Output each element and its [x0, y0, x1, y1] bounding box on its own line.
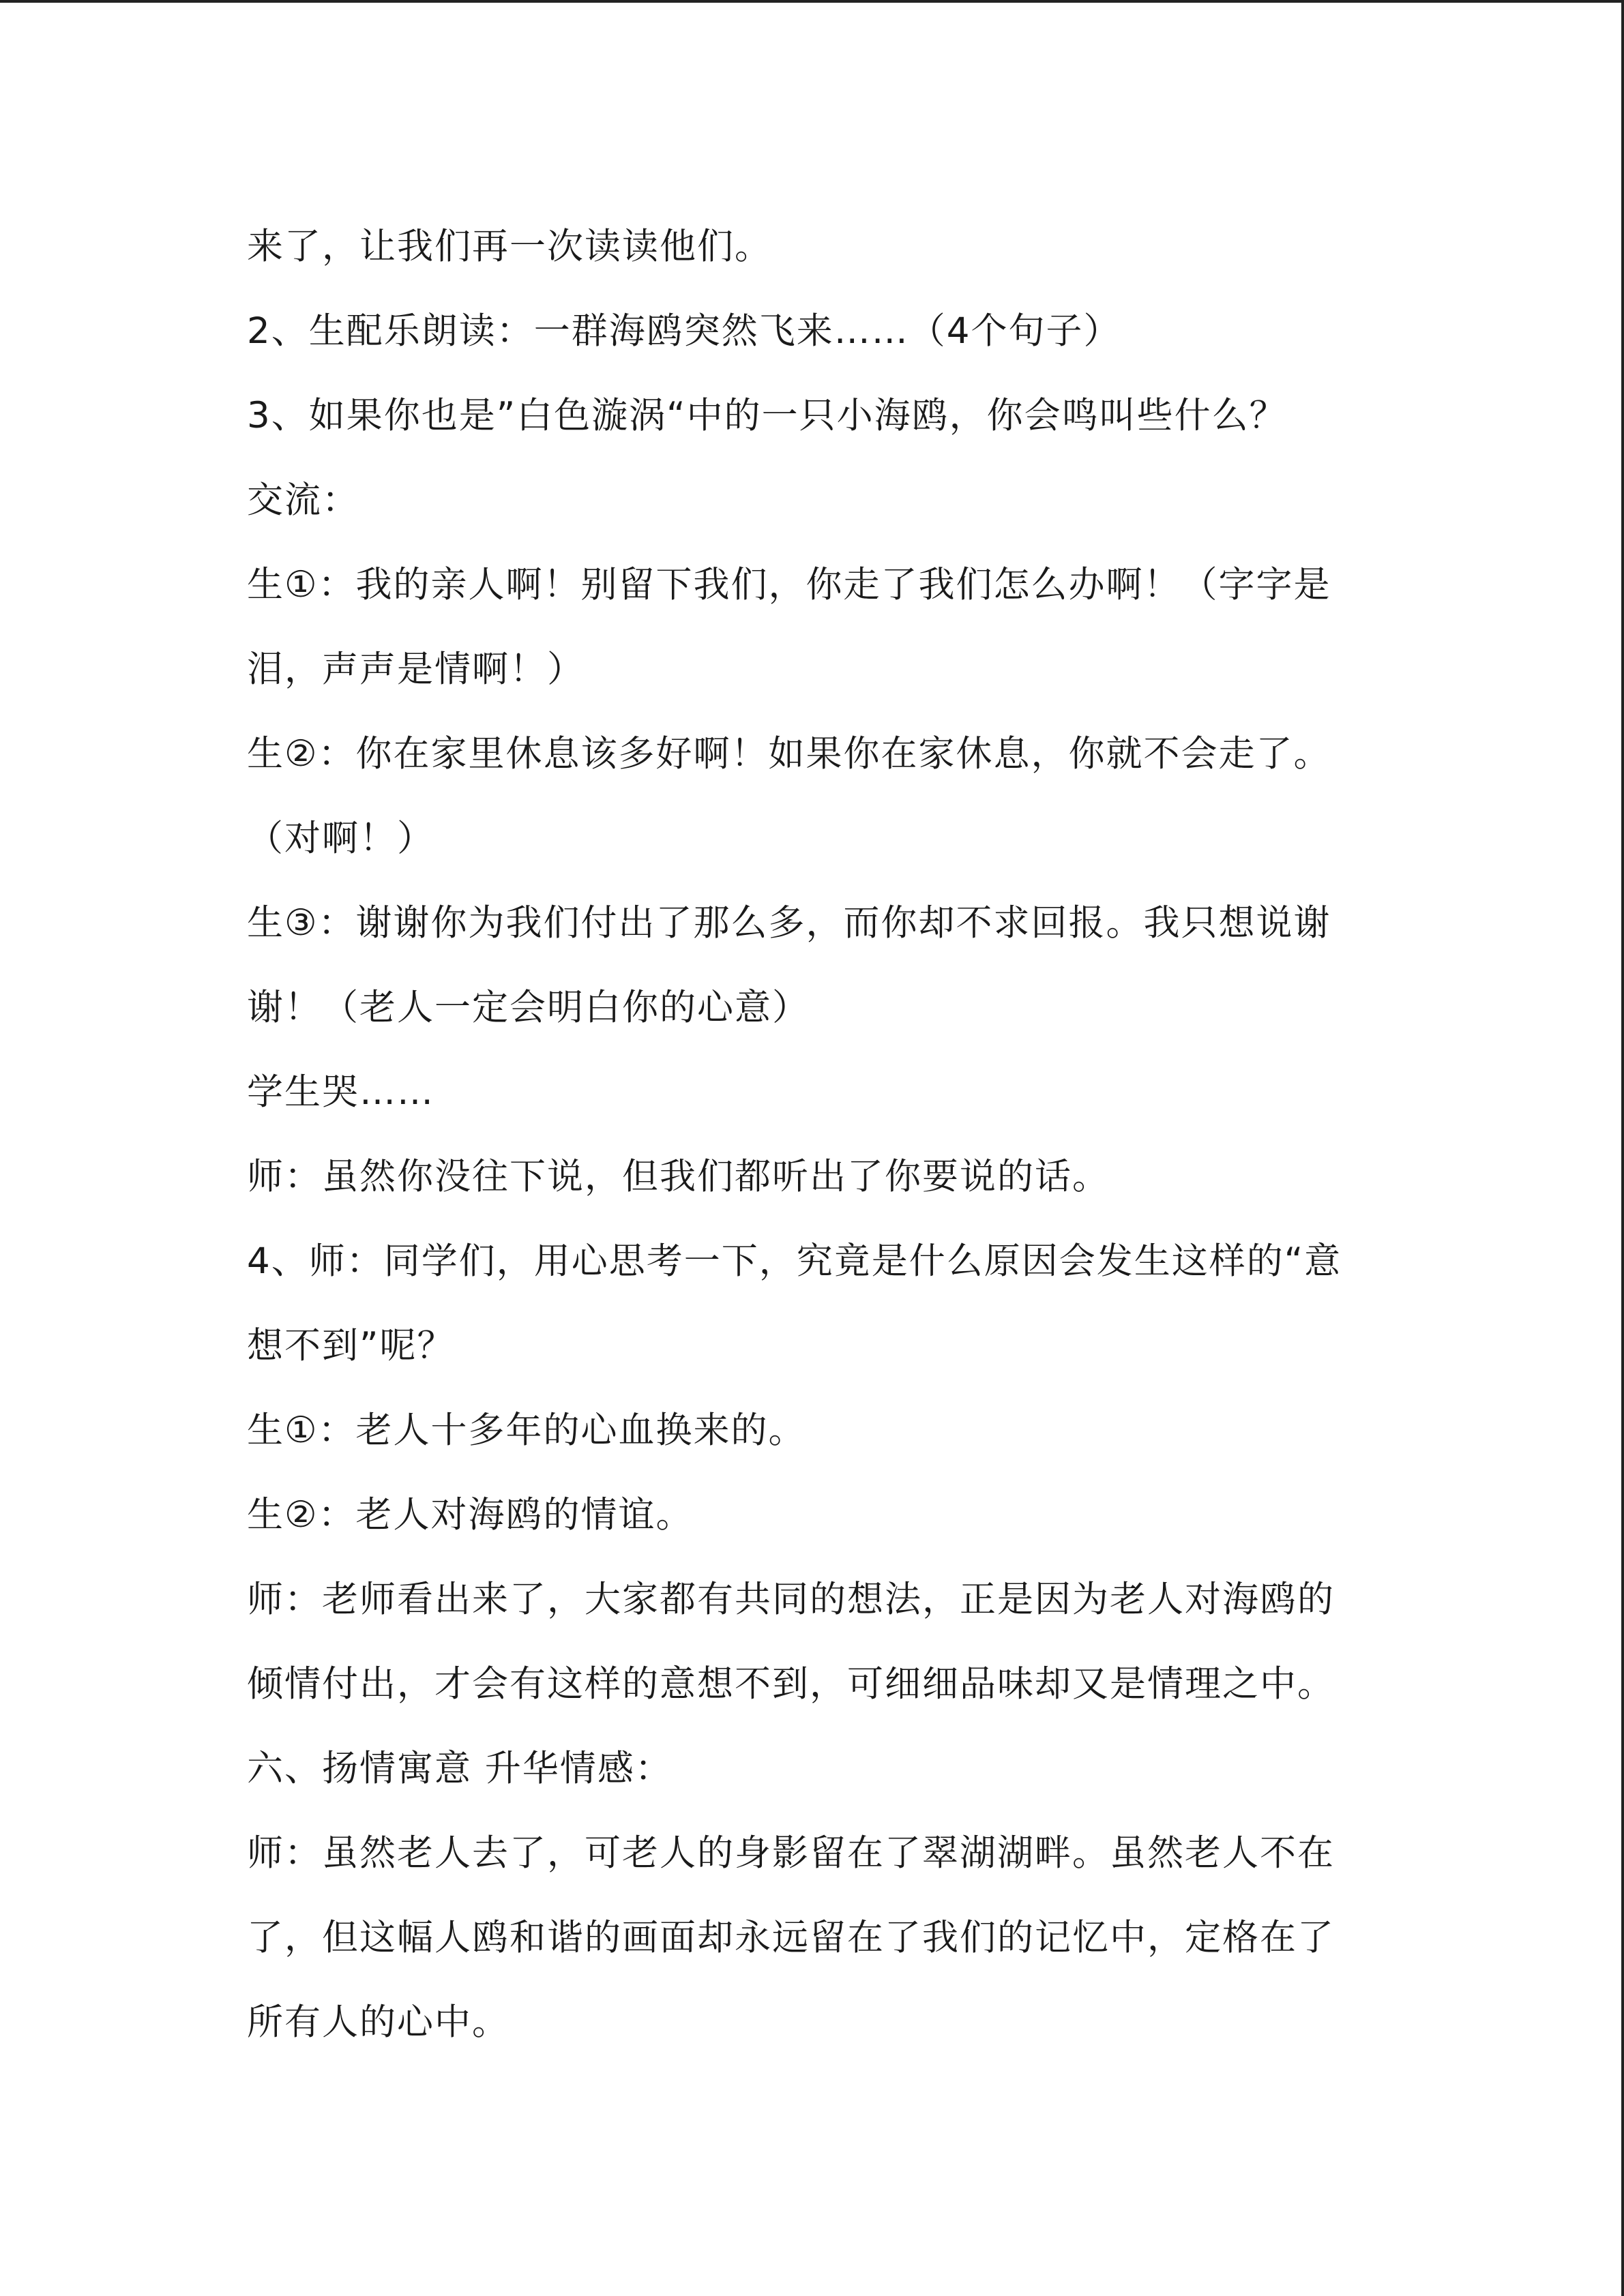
text-line: 师：虽然你没往下说，但我们都听出了你要说的话。 [247, 1156, 1110, 1197]
text-line: 交流： [247, 479, 359, 521]
text-line: 生②：老人对海鸥的情谊。 [247, 1494, 694, 1536]
text-line: 师：老师看出来了，大家都有共同的想法，正是因为老人对海鸥的 [247, 1579, 1335, 1620]
text-line: 3、如果你也是”白色漩涡“中的一只小海鸥，你会鸣叫些什么？ [247, 395, 1287, 436]
text-line: 泪，声声是情啊！） [247, 648, 585, 690]
text-line: 生①：老人十多年的心血换来的。 [247, 1410, 806, 1451]
text-line: 生③：谢谢你为我们付出了那么多，而你却不求回报。我只想说谢 [247, 902, 1331, 944]
page-top-border [0, 0, 1624, 3]
text-line: 师：虽然老人去了，可老人的身影留在了翠湖湖畔。虽然老人不在 [247, 1832, 1335, 1874]
text-line: 想不到”呢？ [247, 1325, 455, 1367]
text-line: （对啊！） [247, 818, 434, 859]
text-line: 谢！（老人一定会明白你的心意） [247, 987, 810, 1028]
text-line: 来了，让我们再一次读读他们。 [247, 226, 772, 267]
page-right-border [1621, 0, 1624, 2296]
text-line: 生①：我的亲人啊！别留下我们，你走了我们怎么办啊！（字字是 [247, 564, 1331, 606]
text-line: 4、师：同学们，用心思考一下，究竟是什么原因会发生这样的“意 [247, 1240, 1342, 1282]
text-line: 倾情付出，才会有这样的意想不到，可细细品味却又是情理之中。 [247, 1663, 1335, 1705]
text-line: 了，但这幅人鸥和谐的画面却永远留在了我们的记忆中，定格在了 [247, 1917, 1335, 1958]
text-line: 学生哭…… [247, 1071, 434, 1113]
section-heading: 六、扬情寓意 升华情感： [247, 1748, 673, 1789]
text-line: 2、生配乐朗读：一群海鸥突然飞来……（4个句子） [247, 310, 1121, 352]
document-body [247, 205, 1379, 2065]
text-line: 所有人的心中。 [247, 2001, 510, 2043]
text-line: 生②：你在家里休息该多好啊！如果你在家休息，你就不会走了。 [247, 733, 1331, 775]
